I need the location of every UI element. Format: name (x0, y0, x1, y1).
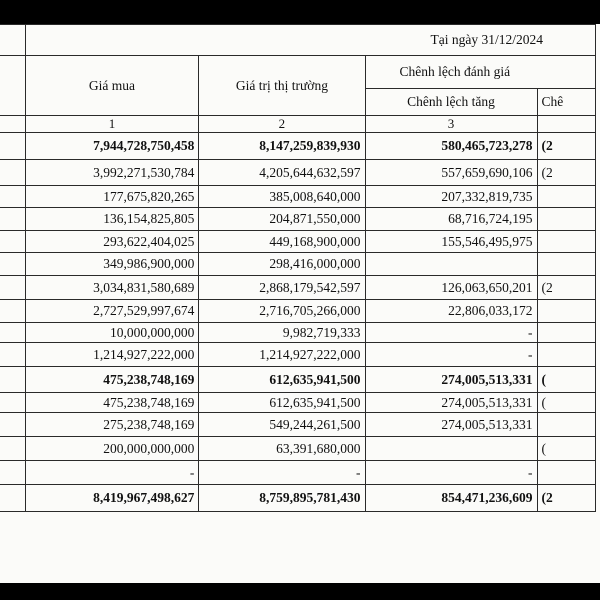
purchase-price-cell: 3,992,271,530,784 (25, 160, 199, 186)
purchase-price-cell: 275,238,748,169 (25, 413, 199, 437)
increase-diff-cell: 22,806,033,172 (365, 300, 537, 323)
decrease-diff-cell (537, 300, 595, 323)
decrease-diff-cell (537, 253, 595, 276)
decrease-diff-cell: (2 (537, 160, 595, 186)
table-row (0, 133, 596, 160)
table-row (0, 367, 596, 393)
decrease-diff-cell (537, 186, 595, 208)
stub-header-cell (0, 116, 25, 133)
market-value-cell: 4,205,644,632,597 (199, 160, 365, 186)
col-number-3: 3 (365, 116, 537, 133)
col-number-1: 1 (25, 116, 199, 133)
market-value-cell: 9,982,719,333 (199, 323, 365, 343)
decrease-diff-cell (537, 323, 595, 343)
increase-diff-cell (365, 253, 537, 276)
increase-diff-cell: 274,005,513,331 (365, 393, 537, 413)
purchase-price-cell: 200,000,000,000 (25, 437, 199, 461)
row-stub-cell (0, 437, 25, 461)
increase-diff-cell: - (365, 461, 537, 485)
row-stub-cell (0, 367, 25, 393)
market-value-cell: 2,716,705,266,000 (199, 300, 365, 323)
row-stub-cell (0, 253, 25, 276)
table-header (0, 25, 596, 133)
table-row (0, 343, 596, 367)
purchase-price-cell: 10,000,000,000 (25, 323, 199, 343)
decrease-diff-cell: ( (537, 437, 595, 461)
market-value-cell: 612,635,941,500 (199, 393, 365, 413)
top-frame-bar (0, 0, 600, 24)
table-row (0, 485, 596, 512)
decrease-diff-cell (537, 208, 595, 231)
increase-diff-cell: 155,546,495,975 (365, 231, 537, 253)
market-value-cell: 2,868,179,542,597 (199, 276, 365, 300)
market-value-cell: 8,147,259,839,930 (199, 133, 365, 160)
table-row (0, 186, 596, 208)
decrease-diff-cell: ( (537, 393, 595, 413)
market-value-cell: 612,635,941,500 (199, 367, 365, 393)
table-row (0, 253, 596, 276)
table-row (0, 231, 596, 253)
table-row (0, 393, 596, 413)
row-stub-cell (0, 413, 25, 437)
purchase-price-cell: 177,675,820,265 (25, 186, 199, 208)
decrease-diff-cell (537, 231, 595, 253)
col-decrease-header: Chê (537, 89, 595, 116)
increase-diff-cell: 274,005,513,331 (365, 413, 537, 437)
market-value-cell: 63,391,680,000 (199, 437, 365, 461)
market-value-cell: 385,008,640,000 (199, 186, 365, 208)
col-purchase-header: Giá mua (25, 56, 199, 116)
purchase-price-cell: 136,154,825,805 (25, 208, 199, 231)
increase-diff-cell: 557,659,690,106 (365, 160, 537, 186)
market-value-cell: 449,168,900,000 (199, 231, 365, 253)
stub-header-cell (0, 25, 25, 56)
increase-diff-cell: 580,465,723,278 (365, 133, 537, 160)
table-row (0, 323, 596, 343)
purchase-price-cell: 349,986,900,000 (25, 253, 199, 276)
purchase-price-cell: 8,419,967,498,627 (25, 485, 199, 512)
purchase-price-cell: 3,034,831,580,689 (25, 276, 199, 300)
increase-diff-cell: 274,005,513,331 (365, 367, 537, 393)
row-stub-cell (0, 300, 25, 323)
market-value-cell: 549,244,261,500 (199, 413, 365, 437)
row-stub-cell (0, 208, 25, 231)
increase-diff-cell: - (365, 343, 537, 367)
table-row (0, 413, 596, 437)
market-value-cell: 8,759,895,781,430 (199, 485, 365, 512)
col-market-header: Giá trị thị trường (199, 56, 365, 116)
col-diff-group-header: Chênh lệch đánh giá (365, 56, 596, 89)
table-row (0, 276, 596, 300)
increase-diff-cell: 68,716,724,195 (365, 208, 537, 231)
decrease-diff-cell (537, 461, 595, 485)
row-stub-cell (0, 343, 25, 367)
row-stub-cell (0, 160, 25, 186)
increase-diff-cell: 854,471,236,609 (365, 485, 537, 512)
market-value-cell: 1,214,927,222,000 (199, 343, 365, 367)
col-increase-header: Chênh lệch tăng (365, 89, 537, 116)
col-number-2: 2 (199, 116, 365, 133)
table-row (0, 461, 596, 485)
row-stub-cell (0, 133, 25, 160)
row-stub-cell (0, 186, 25, 208)
decrease-diff-cell: (2 (537, 133, 595, 160)
market-value-cell: - (199, 461, 365, 485)
purchase-price-cell: 2,727,529,997,674 (25, 300, 199, 323)
row-stub-cell (0, 323, 25, 343)
table-row (0, 160, 596, 186)
row-stub-cell (0, 461, 25, 485)
purchase-price-cell: 1,214,927,222,000 (25, 343, 199, 367)
increase-diff-cell: 207,332,819,735 (365, 186, 537, 208)
market-value-cell: 204,871,550,000 (199, 208, 365, 231)
row-stub-cell (0, 276, 25, 300)
increase-diff-cell: 126,063,650,201 (365, 276, 537, 300)
valuation-table (0, 24, 596, 512)
row-stub-cell (0, 485, 25, 512)
decrease-diff-cell: (2 (537, 276, 595, 300)
decrease-diff-cell: ( (537, 367, 595, 393)
date-header: Tại ngày 31/12/2024 (25, 25, 595, 56)
table-body (0, 133, 596, 512)
purchase-price-cell: - (25, 461, 199, 485)
table-row (0, 300, 596, 323)
bottom-frame-bar (0, 583, 600, 600)
row-stub-cell (0, 393, 25, 413)
table-row (0, 208, 596, 231)
decrease-diff-cell (537, 343, 595, 367)
row-stub-cell (0, 231, 25, 253)
table-row (0, 437, 596, 461)
decrease-diff-cell (537, 413, 595, 437)
col-number-4 (537, 116, 595, 133)
increase-diff-cell (365, 437, 537, 461)
purchase-price-cell: 475,238,748,169 (25, 393, 199, 413)
stub-header-cell (0, 56, 25, 116)
purchase-price-cell: 293,622,404,025 (25, 231, 199, 253)
decrease-diff-cell: (2 (537, 485, 595, 512)
purchase-price-cell: 475,238,748,169 (25, 367, 199, 393)
increase-diff-cell: - (365, 323, 537, 343)
purchase-price-cell: 7,944,728,750,458 (25, 133, 199, 160)
market-value-cell: 298,416,000,000 (199, 253, 365, 276)
